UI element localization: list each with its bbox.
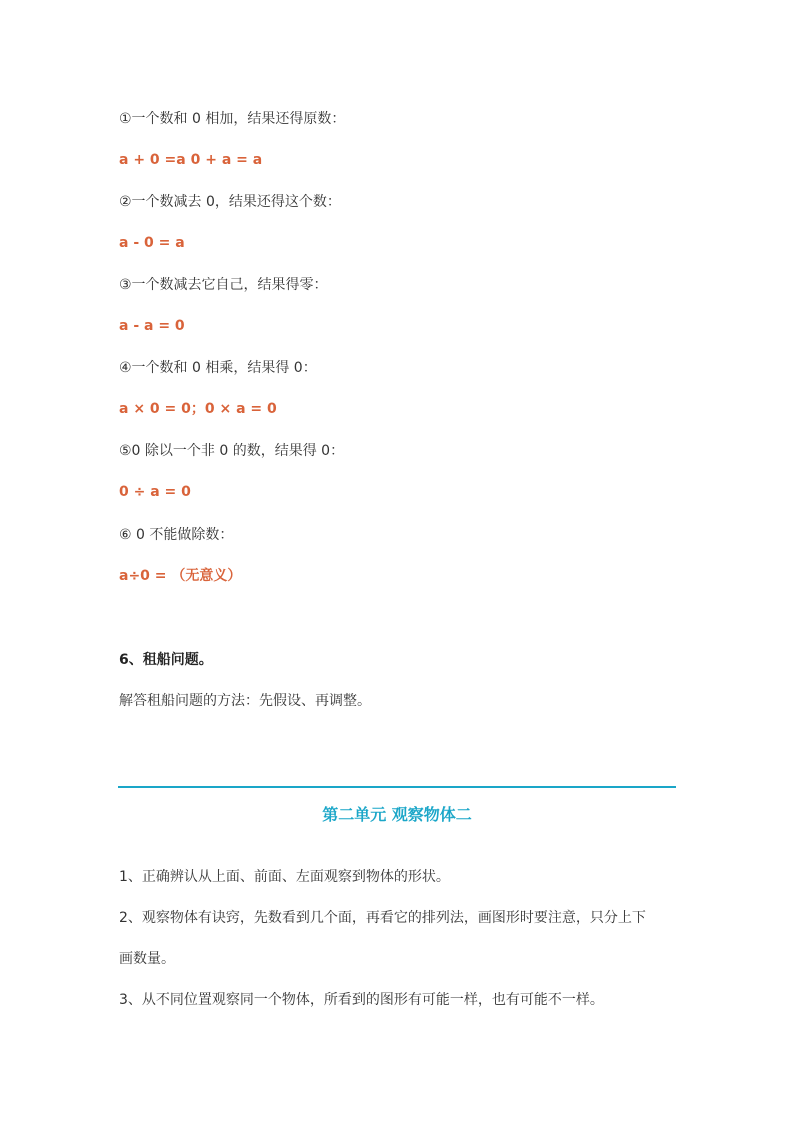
rule-3-formula: a - a = 0 xyxy=(119,318,185,334)
unit-2-item-2: 2、观察物体有诀窍，先数看到几个面，再看它的排列法，画图形时要注意，只分上下 xyxy=(119,910,646,926)
section-6-text: 解答租船问题的方法：先假设、再调整。 xyxy=(119,693,371,709)
rule-4-text: ④一个数和 0 相乘，结果得 0： xyxy=(119,360,317,376)
rule-5-formula: 0 ÷ a = 0 xyxy=(119,484,191,500)
unit-2-item-2-cont: 画数量。 xyxy=(119,951,175,967)
rule-1-text: ①一个数和 0 相加，结果还得原数： xyxy=(119,111,346,127)
rule-4-formula: a × 0 = 0；0 × a = 0 xyxy=(119,401,277,417)
rule-6-formula: a÷0 = （无意义） xyxy=(119,568,242,584)
unit-2-item-3: 3、从不同位置观察同一个物体，所看到的图形有可能一样，也有可能不一样。 xyxy=(119,992,604,1008)
unit-2-item-1: 1、正确辨认从上面、前面、左面观察到物体的形状。 xyxy=(119,869,450,885)
section-6-heading: 6、租船问题。 xyxy=(119,652,213,668)
rule-2-formula: a - 0 = a xyxy=(119,235,185,251)
rule-1-formula: a + 0 =a 0 + a = a xyxy=(119,152,263,168)
unit-2-title: 第二单元 观察物体二 xyxy=(322,805,472,824)
rule-2-text: ②一个数减去 0，结果还得这个数： xyxy=(119,194,341,210)
unit-divider xyxy=(118,786,676,788)
rule-6-text: ⑥ 0 不能做除数： xyxy=(119,527,234,543)
rule-5-text: ⑤0 除以一个非 0 的数，结果得 0： xyxy=(119,443,345,459)
rule-3-text: ③一个数减去它自己，结果得零： xyxy=(119,277,328,293)
